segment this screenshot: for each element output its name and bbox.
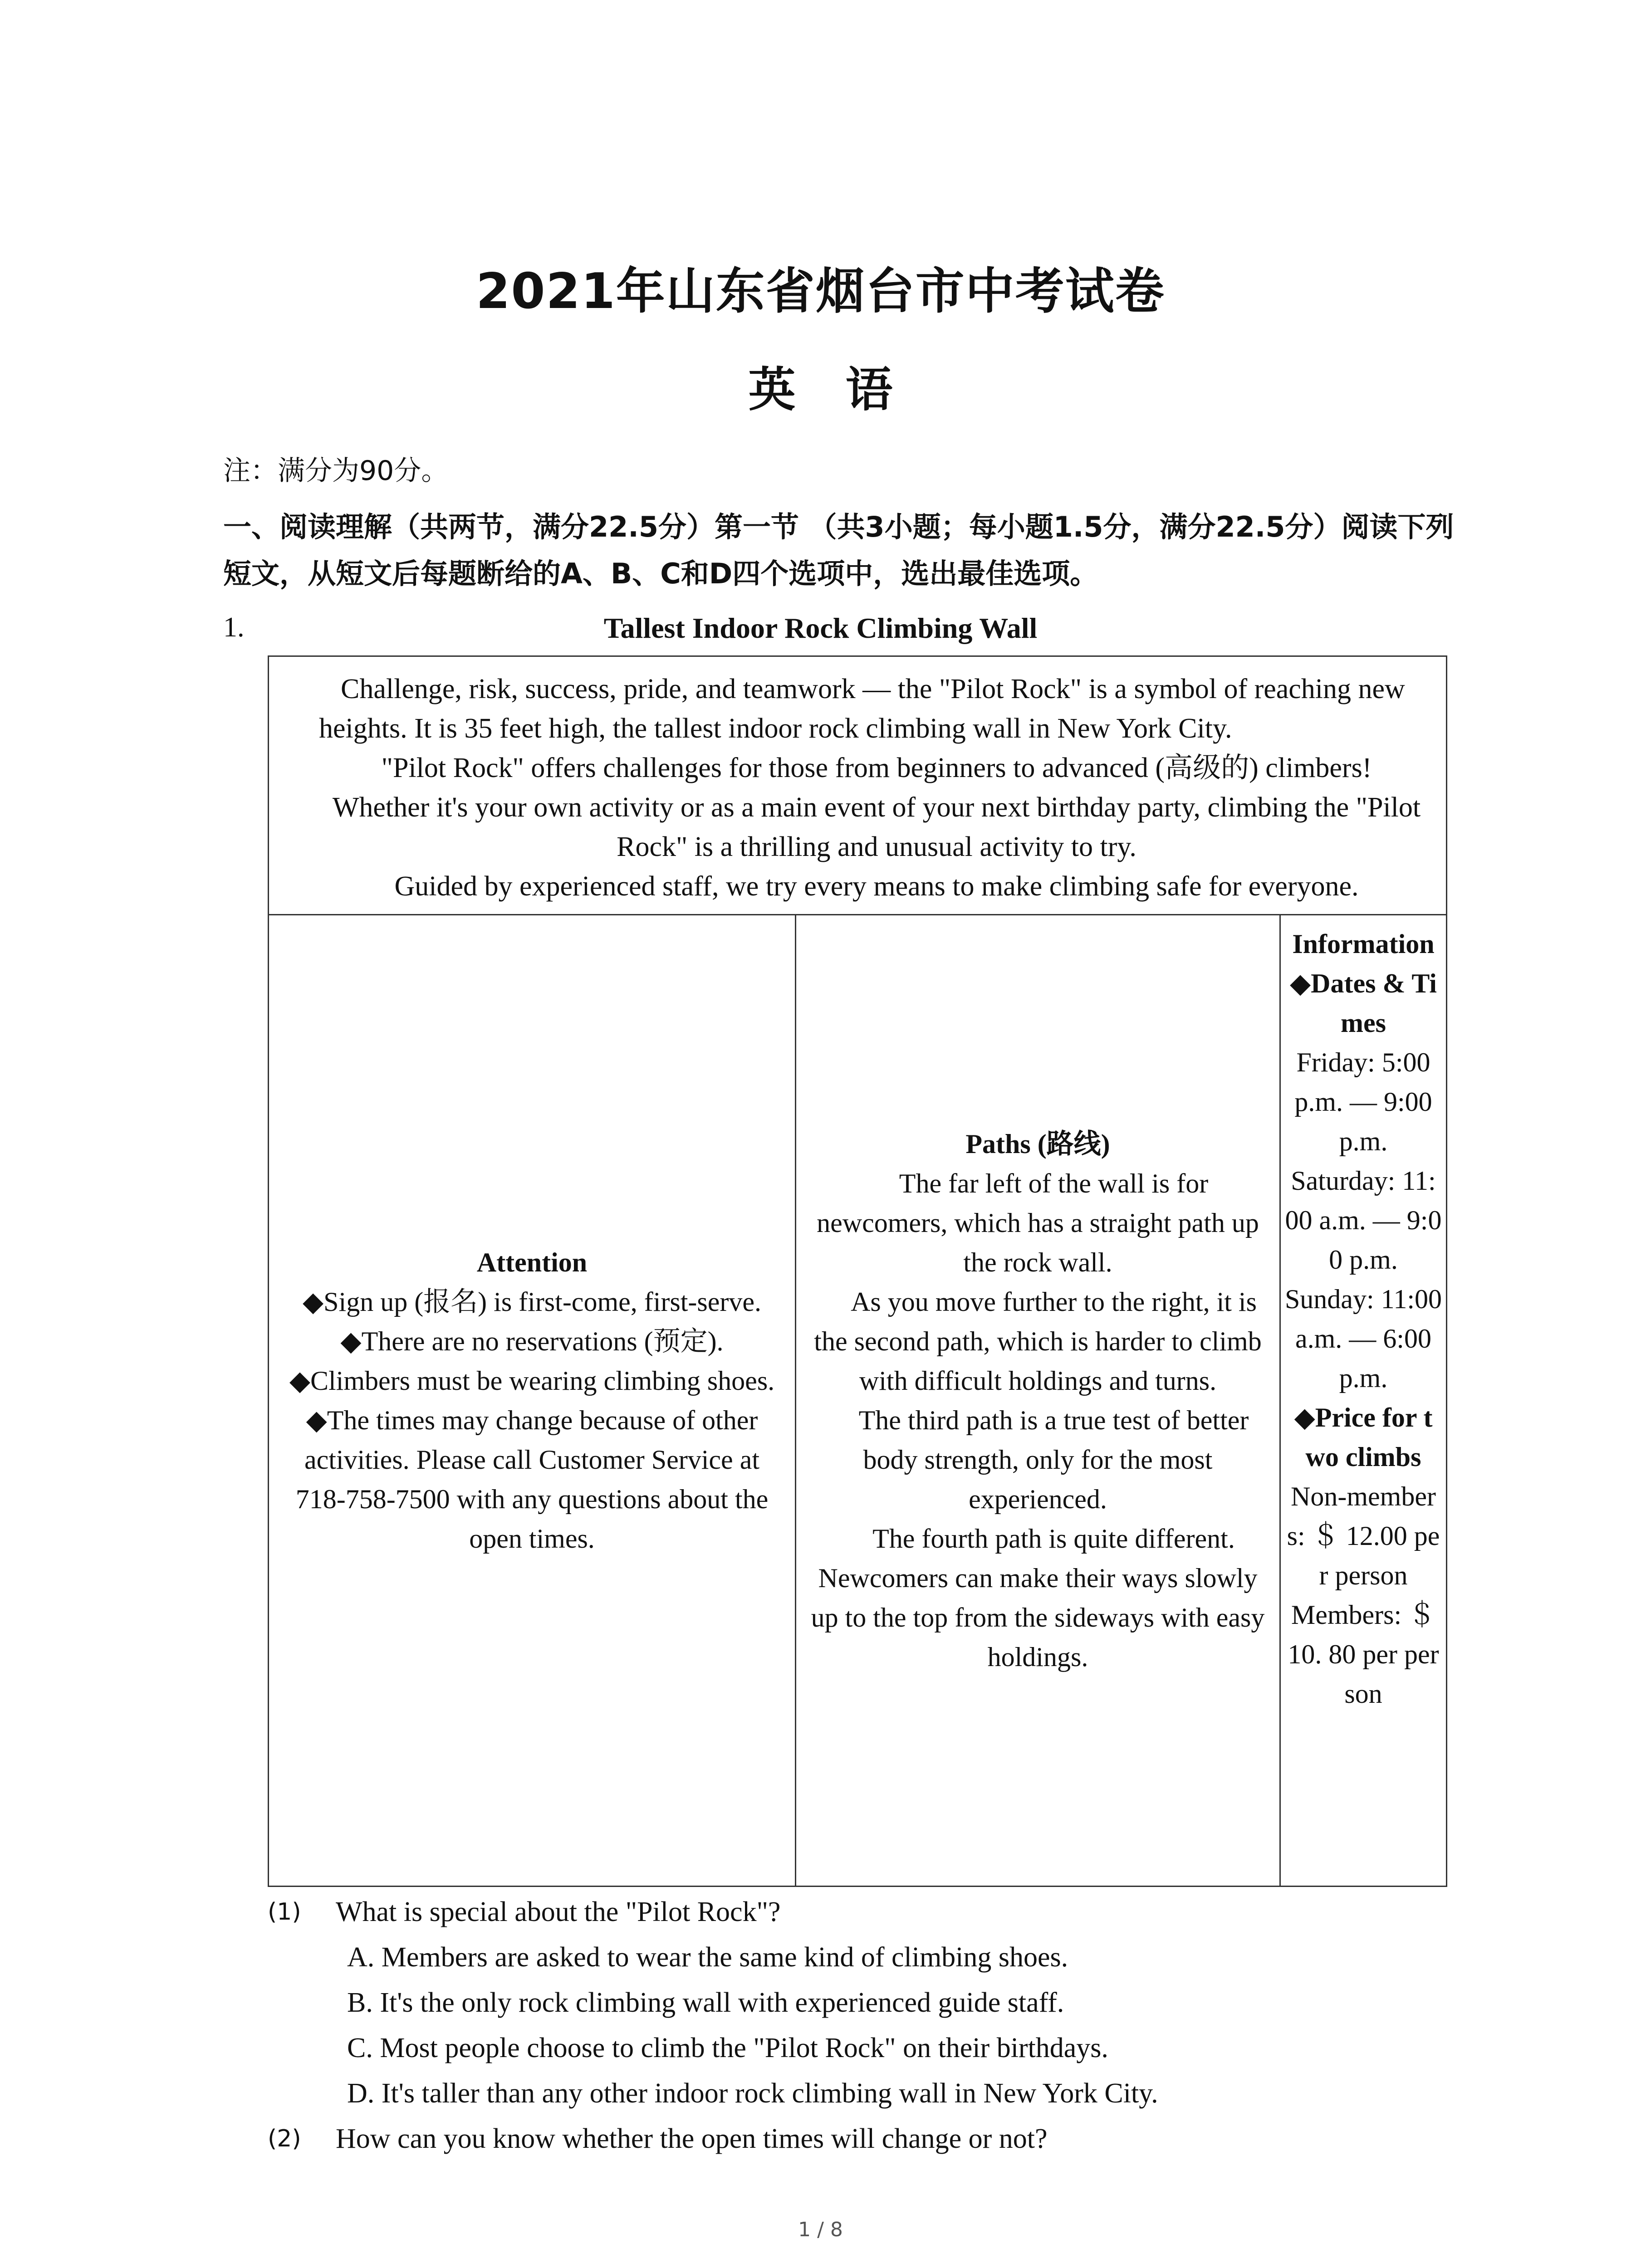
attention-column [269, 915, 796, 1886]
questions [268, 1889, 1493, 2161]
attention-item: ◆There are no reservations (预定). [340, 1326, 724, 1356]
answer-option: A. Members are asked to wear the same kind of climbing shoes. [347, 1942, 1068, 1973]
paths-heading: Paths (路线) [965, 1129, 1110, 1159]
opening-time: Friday: 5:00 p.m. — 9:00 p.m. [1294, 1047, 1432, 1156]
path-description: As you move further to the right, it is the second path, which is harder to climb with difficult holdings and turns. [814, 1286, 1262, 1396]
answer-option: C. Most people choose to climb the "Pilot Rock" on their birthdays. [347, 2033, 1108, 2063]
question [268, 2116, 1493, 2161]
intro-paragraph: "Pilot Rock" offers challenges for those from beginners to advanced (高级的) climbers! [381, 753, 1372, 783]
question-text: How can you know whether the open times will change or not? [336, 2123, 1048, 2154]
opening-time: Sunday: 11:00 a.m. — 6:00 p.m. [1284, 1284, 1442, 1393]
question-number: (1) [268, 1898, 301, 1926]
information-column [1281, 915, 1446, 1886]
price-item: Non-members: ＄ 12.00 per person [1287, 1481, 1440, 1590]
price-heading: ◆Price for two climbs [1294, 1403, 1433, 1472]
intro-paragraph: Whether it's your own activity or as a main event of your next birthday party, climbing the "Pilot Rock" is a thrilling and unusual activity to try. [332, 792, 1421, 862]
passage-title: Tallest Indoor Rock Climbing Wall [603, 612, 1038, 644]
intro-paragraph: Challenge, risk, success, pride, and teamwork — the "Pilot Rock" is a symbol of reaching new heights. It is 35 feet high, the tallest indoor rock climbing wall in New York City. [319, 674, 1405, 744]
answer-option: D. It's taller than any other indoor rock climbing wall in New York City. [347, 2078, 1158, 2109]
path-description: The fourth path is quite different. Newcomers can make their ways slowly up to the top from the sideways with easy holdings. [811, 1523, 1265, 1672]
passage-table [268, 655, 1447, 1887]
answer-option: B. It's the only rock climbing wall with experienced guide staff. [347, 1987, 1064, 2018]
attention-item: ◆The times may change because of other activities. Please call Customer Service at 718-758-7500 with any questions about the open times. [295, 1405, 769, 1554]
attention-item: ◆Sign up (报名) is first-come, first-serve. [303, 1286, 761, 1317]
price-item: Members: ＄ 10. 80 per person [1288, 1600, 1439, 1709]
section-heading: 一、阅读理解（共两节，满分22.5分）第一节 （共3小题；每小题1.5分，满分22.5分）阅读下列短文，从短文后每题断给的A、B、C和D四个选项中，选出最佳选项。 [223, 510, 1454, 590]
attention-heading: Attention [476, 1247, 588, 1277]
subject-heading: 英语 [748, 362, 943, 417]
dates-heading: ◆Dates & Times [1290, 968, 1437, 1038]
intro-paragraph: Guided by experienced staff, we try every means to make climbing safe for everyone. [394, 871, 1359, 902]
path-description: The far left of the wall is for newcomers, which has a straight path up the rock wall. [817, 1168, 1259, 1277]
question [268, 1889, 1493, 1935]
page-title: 2021年山东省烟台市中考试卷 [476, 263, 1165, 320]
page-number: 1 / 8 [798, 2218, 843, 2241]
intro-cell [269, 657, 1446, 915]
score-note: 注：满分为90分。 [223, 455, 449, 487]
paths-column [796, 915, 1281, 1886]
information-heading: Information [1292, 929, 1435, 959]
opening-time: Saturday: 11:00 a.m. — 9:00 p.m. [1285, 1166, 1442, 1275]
path-description: The third path is a true test of better body strength, only for the most experienced. [858, 1405, 1249, 1514]
attention-item: ◆Climbers must be wearing climbing shoes. [289, 1365, 775, 1396]
question-number: (2) [268, 2125, 301, 2152]
passage-number: 1. [223, 612, 245, 643]
question-text: What is special about the "Pilot Rock"? [336, 1897, 781, 1927]
